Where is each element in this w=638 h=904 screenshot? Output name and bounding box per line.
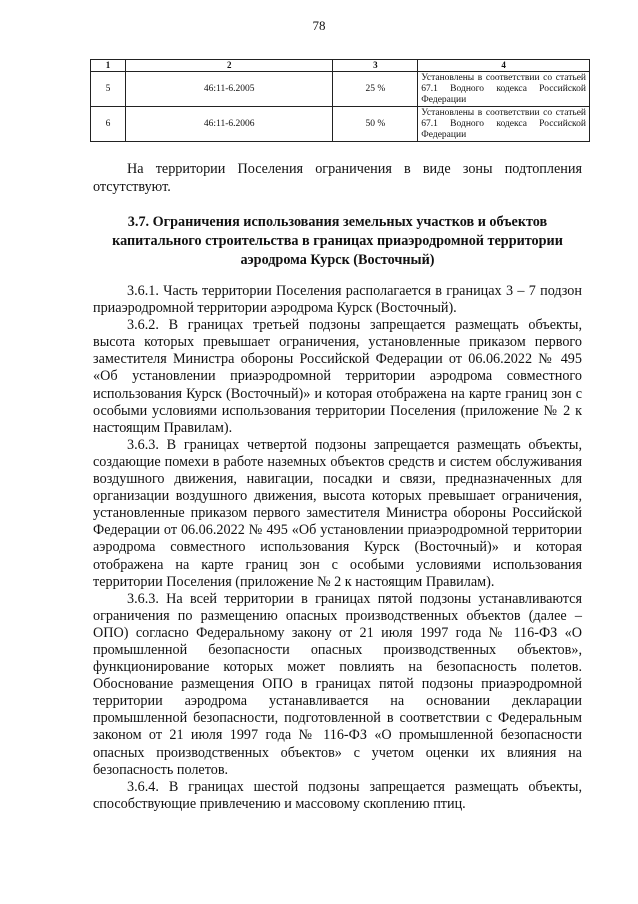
section-title-line: 3.7. Ограничения использования земельных участков и объектов (127, 214, 548, 230)
intro-paragraph: На территории Поселения ограничения в виде зоны подтопления отсутствуют. (93, 161, 582, 195)
intro-block (93, 160, 582, 196)
row-number: 5 (91, 72, 126, 107)
table-header-cell: 4 (418, 60, 590, 72)
clause-list (93, 283, 582, 813)
table-header-cell: 3 (333, 60, 418, 72)
clause-paragraph: 3.6.3. В границах четвертой подзоны запрещается размещать объекты, создающие помехи в работе наземных объектов средств и систем обслуживания воздушного движения, навигации, посадки и связи, предназначенных для организации воздушного движения, высота которых превышает ограничения, установленные приказом первого заместителя Министра обороны Российской Федерации от 06.06.2022 № 495 «Об установлении приаэродромной территории аэродрома совместного использования Курск (Восточный)» и которая отображена на карте границ зон с особыми условиями использования территории Поселения (приложение № 2 к настоящим Правилам). (93, 436, 582, 590)
table-header-row (91, 60, 590, 72)
zone-note: Установлены в соответствии со статьей 67.1 Водного кодекса Российской Федерации (418, 107, 590, 142)
table-header-cell: 2 (125, 60, 333, 72)
table-row (91, 107, 590, 142)
section-heading (93, 213, 582, 270)
table-row (91, 72, 590, 107)
clause-paragraph: 3.6.2. В границах третьей подзоны запрещается размещать объекты, высота которых превышает ограничения, установленные приказом первого заместителя Министра обороны Российской Федерации от 06.06.2022 № 495 «Об установлении приаэродромной территории аэродрома совместного использования Курск (Восточный)» и которая отображена на карте границ зон с особыми условиями использования территории Поселения (приложение № 2 к настоящим Правилам). (93, 317, 582, 436)
zone-code: 46:11-6.2005 (125, 72, 333, 107)
clause-paragraph: 3.6.1. Часть территории Поселения располагается в границах 3 – 7 подзон приаэродромной территории аэродрома Курск (Восточный). (93, 283, 582, 317)
section-title-line: капитального строительства в границах приаэродромной территории (112, 233, 563, 249)
zone-percent: 25 % (333, 72, 418, 107)
page-number: 78 (312, 18, 326, 33)
zone-percent: 50 % (333, 107, 418, 142)
section-title-line: аэродрома Курск (Восточный) (240, 252, 435, 268)
zones-table (90, 59, 590, 142)
zone-code: 46:11-6.2006 (125, 107, 333, 142)
clause-paragraph: 3.6.4. В границах шестой подзоны запрещается размещать объекты, способствующие привлечению и массовому скоплению птиц. (93, 778, 582, 812)
row-number: 6 (91, 107, 126, 142)
clause-paragraph: 3.6.3. На всей территории в границах пятой подзоны устанавливаются ограничения по размещению опасных производственных объектов (далее – ОПО) согласно Федеральному закону от 21 июля 1997 года № 116-ФЗ «О промышленной безопасности опасных производственных объектов», функционирование которых может повлиять на безопасность полетов. Обоснование размещения ОПО в границах пятой подзоны приаэродромной территории аэродрома устанавливается на основании декларации промышленной безопасности, подготовленной в соответствии с Федеральным законом от 21 июля 1997 года № 116-ФЗ «О промышленной безопасности опасных производственных объектов» с учетом оценки их влияния на безопасность полетов. (93, 590, 582, 778)
table-header-cell: 1 (91, 60, 126, 72)
zone-note: Установлены в соответствии со статьей 67.1 Водного кодекса Российской Федерации (418, 72, 590, 107)
